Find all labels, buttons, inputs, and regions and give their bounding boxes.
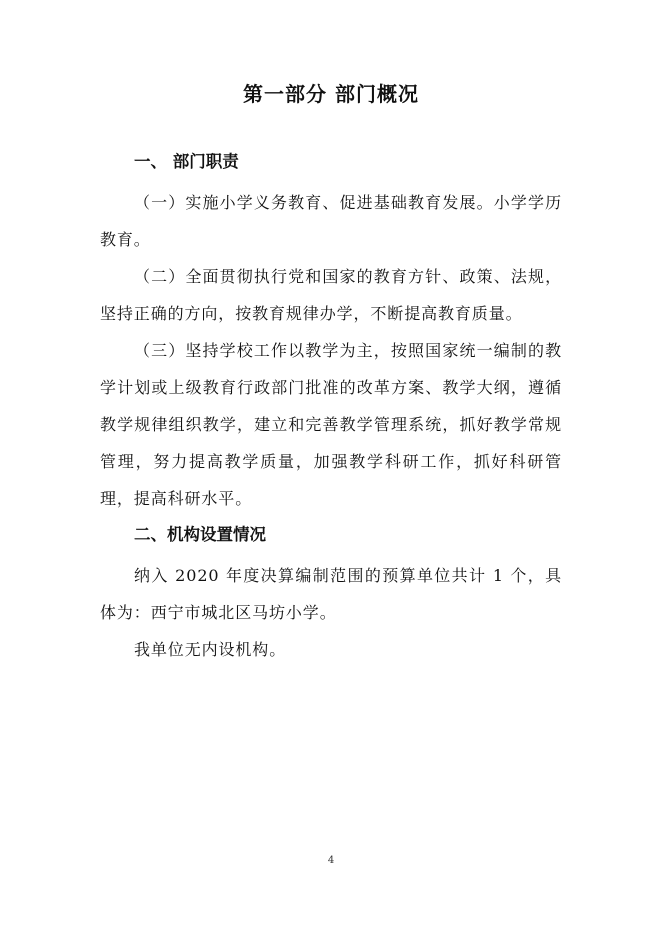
paragraph-responsibility-3: （三）坚持学校工作以教学为主，按照国家统一编制的教学计划或上级教育行政部门批准的改革方案、教学大纲，遵循教学规律组织教学，建立和完善教学管理系统，抓好教学常规管理，努力提高教学质量，加强教学科研工作，抓好科研管理，提高科研水平。 [100, 341, 562, 508]
paragraph-responsibility-2: （二）全面贯彻执行党和国家的教育方针、政策、法规，坚持正确的方向，按教育规律办学，不断提高教育质量。 [100, 267, 562, 323]
paragraph-organization-1: 纳入 2020 年度决算编制范围的预算单位共计 1 个，具体为：西宁市城北区马坊小学。 [100, 566, 562, 622]
section-heading-responsibilities: 一、 部门职责 [134, 152, 239, 171]
page-title: 第一部分 部门概况 [243, 82, 419, 106]
page-number: 4 [327, 855, 335, 866]
paragraph-responsibility-1: （一）实施小学义务教育、促进基础教育发展。小学学历教育。 [100, 193, 562, 249]
document-body [100, 150, 562, 668]
section-heading-organization: 二、机构设置情况 [134, 525, 266, 544]
paragraph-organization-2: 我单位无内设机构。 [134, 640, 287, 659]
